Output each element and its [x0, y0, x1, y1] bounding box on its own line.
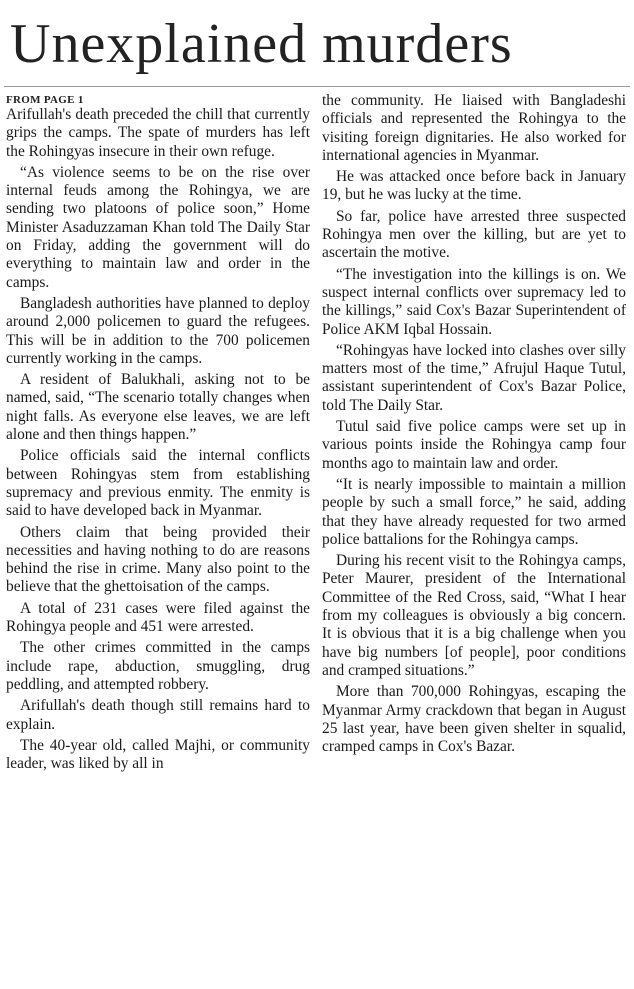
- paragraph: The other crimes committed in the camps include rape, abduction, smuggling, drug peddling, and attempted robbery.: [6, 639, 310, 693]
- column-right: [322, 92, 626, 773]
- headline-rule: [4, 86, 630, 87]
- column-left: [6, 92, 310, 773]
- paragraph: “The investigation into the killings is on. We suspect internal conflicts over supremacy led to the killings,” said Cox's Bazar Superintendent of Police AKM Iqbal Hossain.: [322, 265, 626, 338]
- continuation-kicker: FROM PAGE 1: [6, 94, 84, 106]
- paragraph: Arifullah's death preceded the chill that currently grips the camps. The spate of murders has left the Rohingyas insecure in their own refuge.: [6, 106, 310, 160]
- paragraph: “As violence seems to be on the rise over internal feuds among the Rohingya, we are sending two platoons of police soon,” Home Minister Asaduzzaman Khan told The Daily Star on Friday, adding the government will do everything to maintain law and order in the camps.: [6, 163, 310, 291]
- paragraph: Tutul said five police camps were set up in various points inside the Rohingya camp four months ago to maintain law and order.: [322, 418, 626, 472]
- paragraph: He was attacked once before back in January 19, but he was lucky at the time.: [322, 168, 626, 204]
- paragraph: Others claim that being provided their necessities and having nothing to do are reasons behind the rise in crime. Many also point to the believe that the ghettoisation of the camps.: [6, 523, 310, 596]
- paragraph: During his recent visit to the Rohingya camps, Peter Maurer, president of the International Committee of the Red Cross, said, “What I hear from my colleagues is obviously a big concern. It is obvious that it is a big challenge when you have big numbers [of people], poor conditions and cramped situations.”: [322, 552, 626, 679]
- paragraph: the community. He liaised with Bangladeshi officials and represented the Rohingya to the visiting foreign dignitaries. He also worked for international agencies in Myanmar.: [322, 92, 626, 164]
- paragraph: The 40-year old, called Majhi, or community leader, was liked by all in: [6, 736, 310, 773]
- article-body: [6, 92, 626, 773]
- paragraph: Arifullah's death though still remains hard to explain.: [6, 697, 310, 733]
- headline: Unexplained murders: [10, 13, 513, 75]
- paragraph: Bangladesh authorities have planned to deploy around 2,000 policemen to guard the refugees. This will be in addition to the 700 policemen currently working in the camps.: [6, 294, 310, 367]
- paragraph: Police officials said the internal conflicts between Rohingyas stem from establishing supremacy and previous enmity. The enmity is said to have developed back in Myanmar.: [6, 447, 310, 520]
- paragraph: “Rohingyas have locked into clashes over silly matters most of the time,” Afrujul Haque Tutul, assistant superintendent of Cox's Bazar Police, told The Daily Star.: [322, 341, 626, 414]
- paragraph: “It is nearly impossible to maintain a million people by such a small force,” he said, adding that they have already requested for two armed police battalions for the Rohingya camps.: [322, 475, 626, 548]
- paragraph: A resident of Balukhali, asking not to be named, said, “The scenario totally changes when night falls. As everyone else leaves, we are left alone and then things happen.”: [6, 371, 310, 444]
- paragraph: A total of 231 cases were filed against the Rohingya people and 451 were arrested.: [6, 599, 310, 636]
- paragraph: More than 700,000 Rohingyas, escaping the Myanmar Army crackdown that began in August 25 last year, have been given shelter in squalid, cramped camps in Cox's Bazar.: [322, 683, 626, 756]
- paragraph: So far, police have arrested three suspected Rohingya men over the killing, but are yet to ascertain the motive.: [322, 207, 626, 262]
